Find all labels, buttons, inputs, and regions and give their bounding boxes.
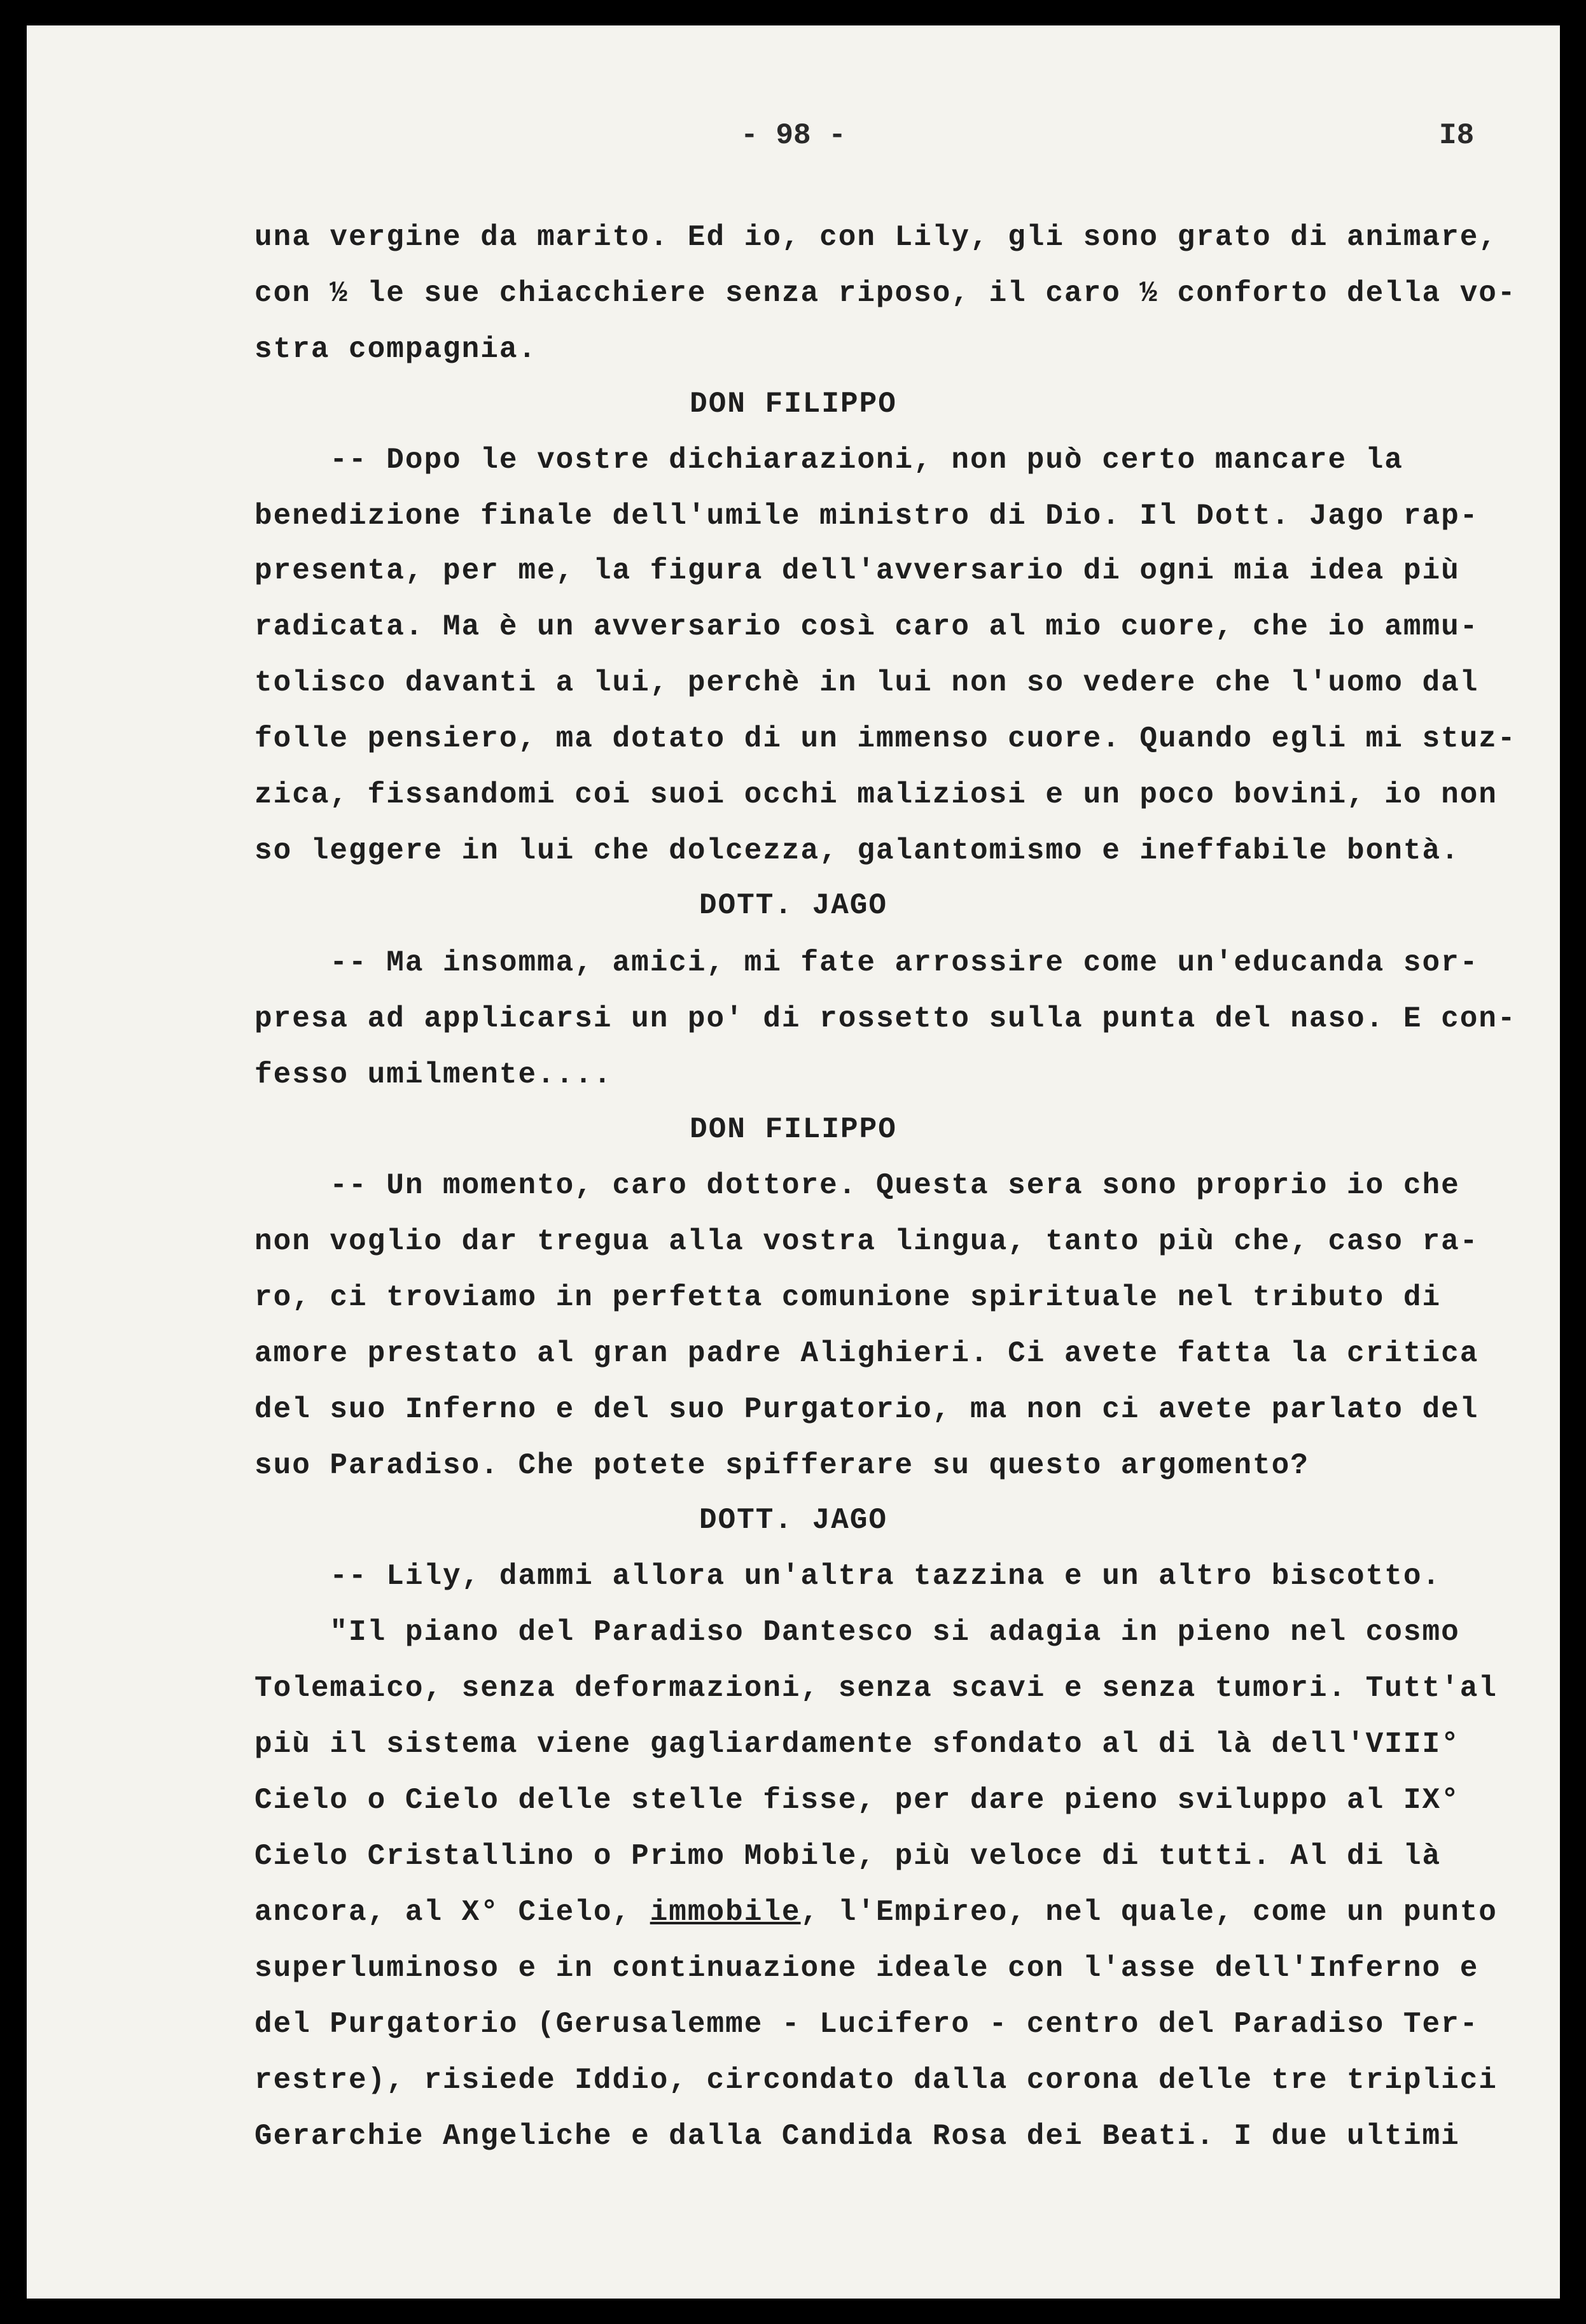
text-line: zica, fissandomi coi suoi occhi maliziosi e un poco bovini, io non bbox=[254, 778, 1498, 811]
speaker-heading: DON FILIPPO bbox=[690, 388, 897, 421]
text-line: del Purgatorio (Gerusalemme - Lucifero - centro del Paradiso Ter- bbox=[254, 2008, 1479, 2041]
text-line: Gerarchie Angeliche e dalla Candida Rosa dei Beati. I due ultimi bbox=[254, 2120, 1460, 2153]
text-line: presa ad applicarsi un po' di rossetto sulla punta del naso. E con- bbox=[254, 1002, 1517, 1035]
text-line bbox=[254, 1898, 1498, 1927]
text-line: -- Dopo le vostre dichiarazioni, non può certo mancare la bbox=[254, 444, 1403, 477]
text-line: radicata. Ma è un avversario così caro al mio cuore, che io ammu- bbox=[254, 610, 1479, 643]
text-line: più il sistema viene gagliardamente sfondato al di là dell'VIII° bbox=[254, 1728, 1460, 1761]
text-line: con ½ le sue chiacchiere senza riposo, il caro ½ conforto della vo- bbox=[254, 277, 1517, 310]
text-line: restre), risiede Iddio, circondato dalla corona delle tre triplici bbox=[254, 2064, 1498, 2097]
text-line: amore prestato al gran padre Alighieri. Ci avete fatta la critica bbox=[254, 1337, 1479, 1370]
text-line: Cielo o Cielo delle stelle fisse, per dare pieno sviluppo al IX° bbox=[254, 1784, 1460, 1817]
text-line: suo Paradiso. Che potete spifferare su questo argomento? bbox=[254, 1449, 1309, 1482]
text-line: "Il piano del Paradiso Dantesco si adagia in pieno nel cosmo bbox=[254, 1616, 1460, 1649]
speaker-heading: DON FILIPPO bbox=[690, 1113, 897, 1146]
text-line: Tolemaico, senza deformazioni, senza scavi e senza tumori. Tutt'al bbox=[254, 1672, 1498, 1705]
text-segment: , l'Empireo, nel quale, come un punto bbox=[800, 1896, 1498, 1929]
text-line: fesso umilmente.... bbox=[254, 1058, 613, 1091]
text-segment: ancora, al X° Cielo, bbox=[254, 1896, 650, 1929]
text-line: tolisco davanti a lui, perchè in lui non so vedere che l'uomo dal bbox=[254, 666, 1479, 699]
text-line: -- Un momento, caro dottore. Questa sera sono proprio io che bbox=[254, 1169, 1460, 1202]
text-line: presenta, per me, la figura dell'avversario di ogni mia idea più bbox=[254, 554, 1460, 587]
text-line: benedizione finale dell'umile ministro di Dio. Il Dott. Jago rap- bbox=[254, 500, 1479, 533]
speaker-heading: DOTT. JAGO bbox=[699, 889, 888, 922]
text-line: una vergine da marito. Ed io, con Lily, gli sono grato di animare, bbox=[254, 221, 1498, 254]
page-number: - 98 - bbox=[741, 119, 846, 152]
text-line: -- Ma insomma, amici, mi fate arrossire come un'educanda sor- bbox=[254, 946, 1479, 979]
underlined-word: immobile bbox=[650, 1896, 801, 1929]
sheet-number: I8 bbox=[1439, 119, 1475, 152]
speaker-heading: DOTT. JAGO bbox=[699, 1504, 888, 1537]
text-line: -- Lily, dammi allora un'altra tazzina e un altro biscotto. bbox=[254, 1560, 1442, 1593]
text-line: superluminoso e in continuazione ideale con l'asse dell'Inferno e bbox=[254, 1952, 1479, 1985]
text-line: stra compagnia. bbox=[254, 333, 538, 366]
text-line: folle pensiero, ma dotato di un immenso cuore. Quando egli mi stuz- bbox=[254, 722, 1517, 755]
typewritten-page bbox=[27, 25, 1560, 2299]
text-line: non voglio dar tregua alla vostra lingua, tanto più che, caso ra- bbox=[254, 1225, 1479, 1258]
text-line: del suo Inferno e del suo Purgatorio, ma non ci avete parlato del bbox=[254, 1393, 1479, 1426]
text-line: so leggere in lui che dolcezza, galantomismo e ineffabile bontà. bbox=[254, 834, 1460, 867]
text-line: Cielo Cristallino o Primo Mobile, più veloce di tutti. Al di là bbox=[254, 1840, 1442, 1873]
text-line: ro, ci troviamo in perfetta comunione spirituale nel tributo di bbox=[254, 1281, 1442, 1314]
